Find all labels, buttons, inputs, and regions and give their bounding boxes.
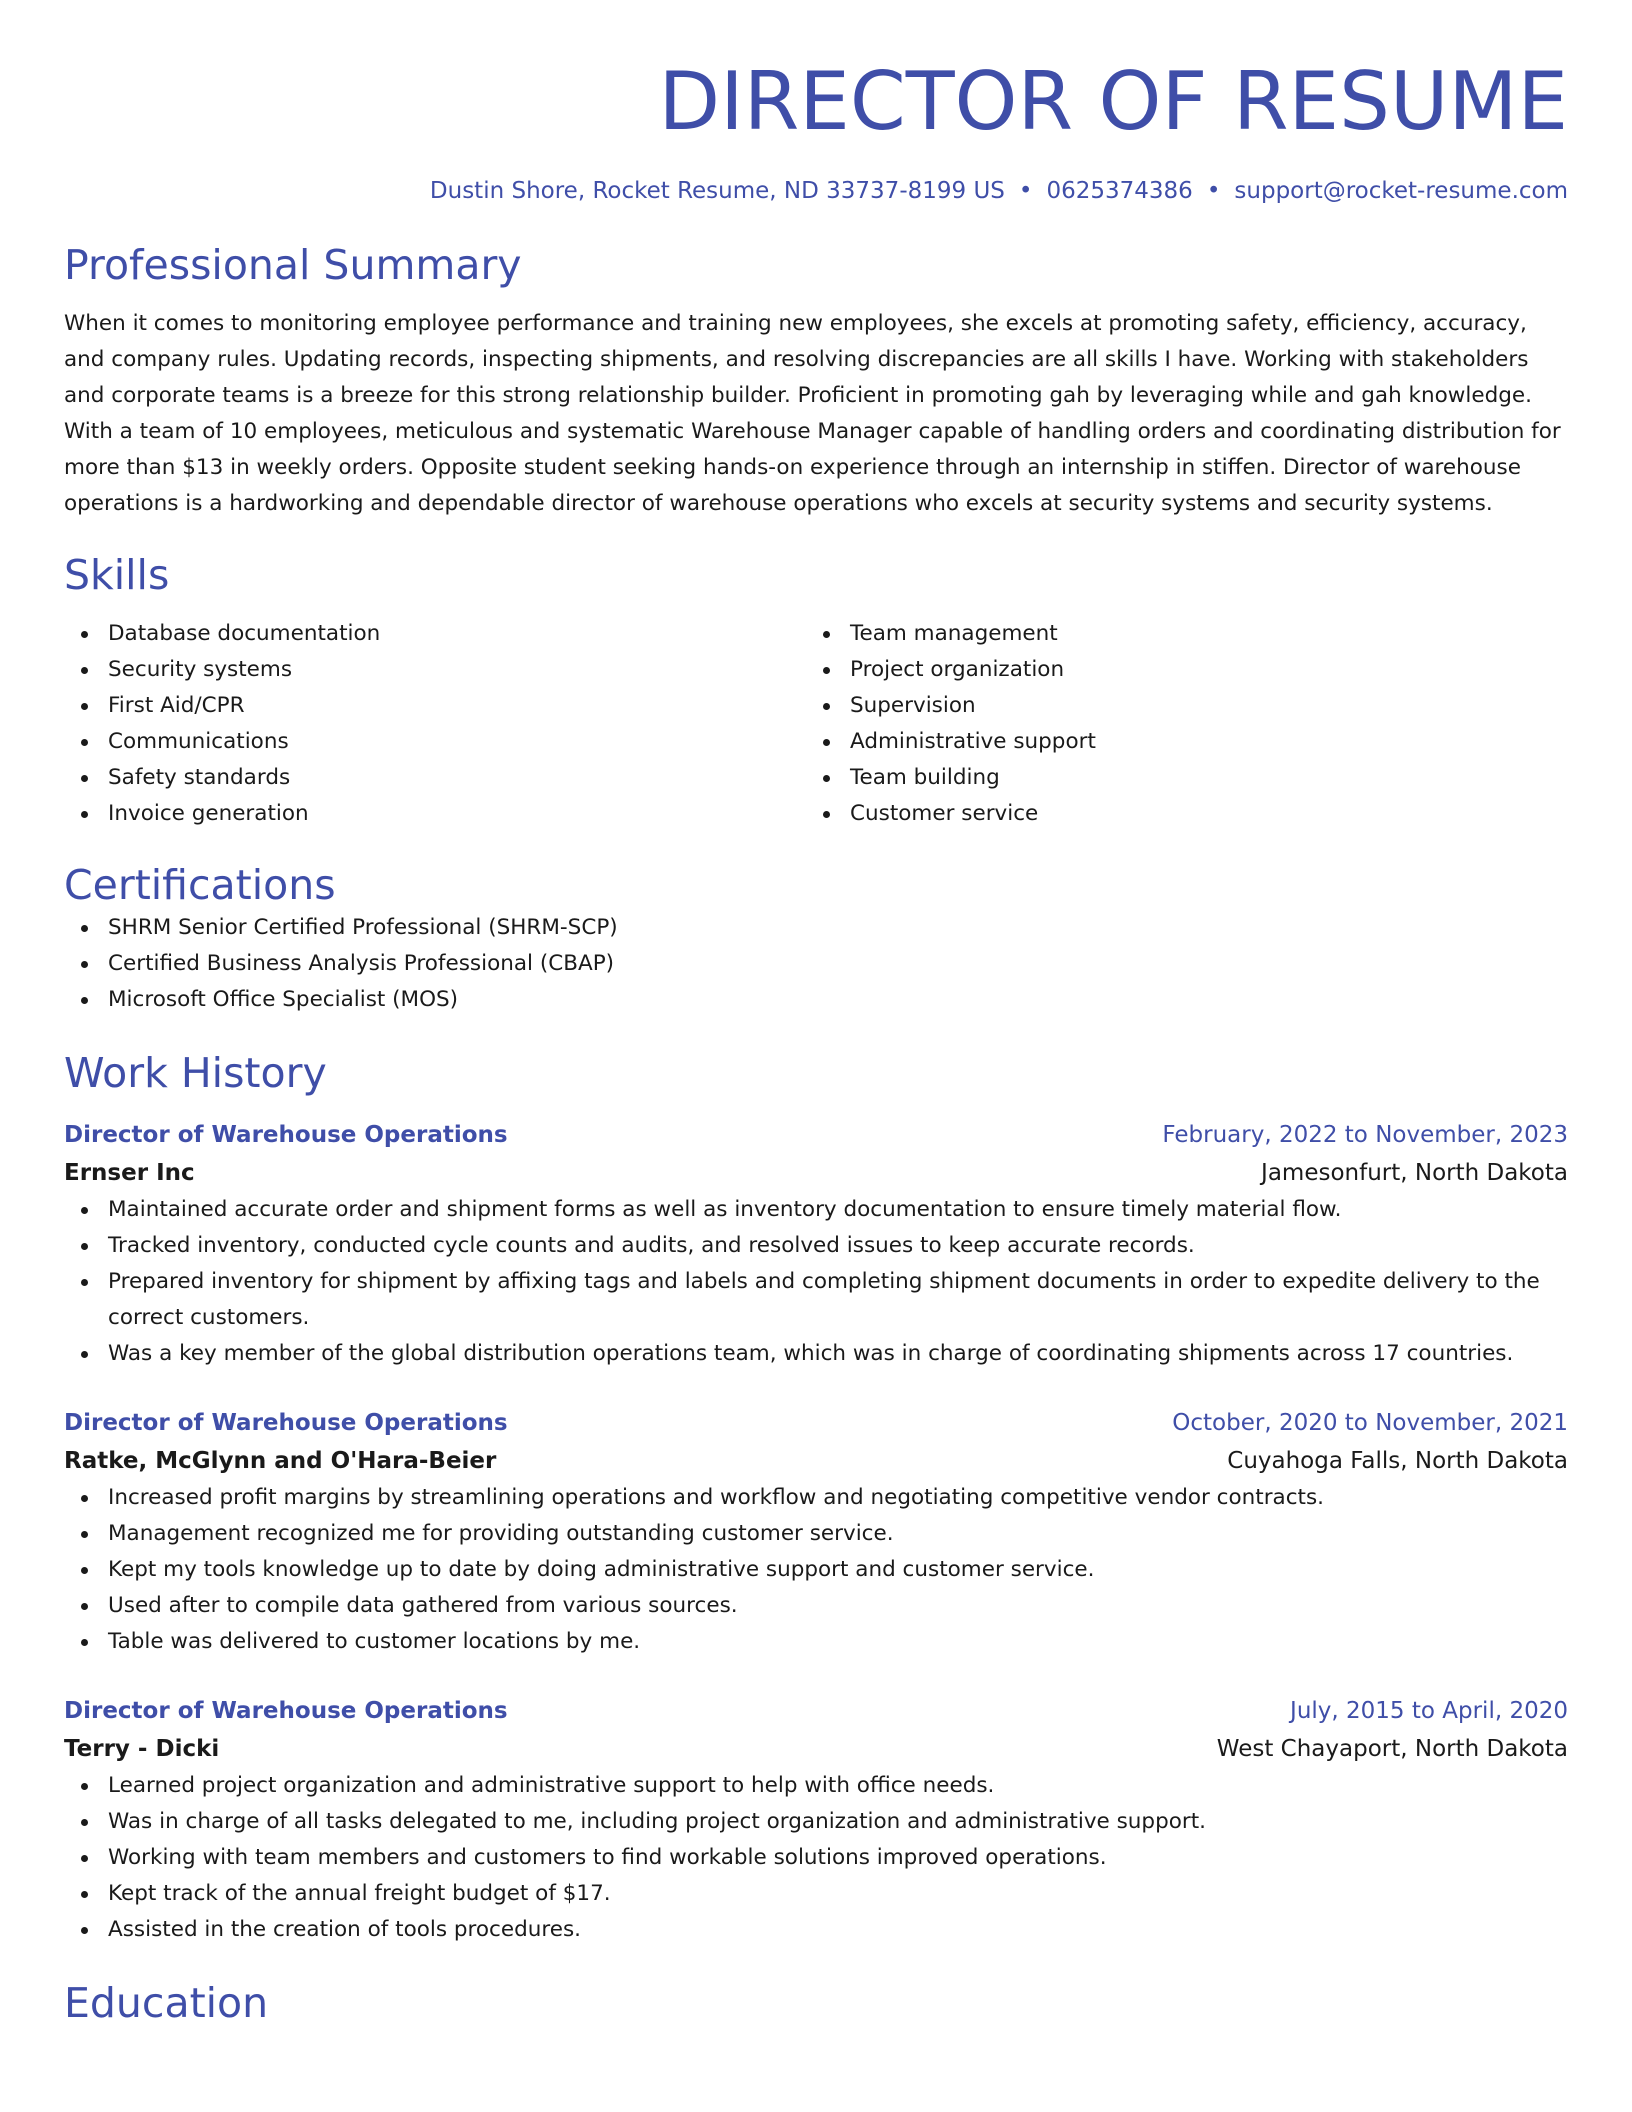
skill-item: Customer service bbox=[806, 796, 1548, 832]
job-title: Director of Warehouse Operations bbox=[64, 1410, 508, 1436]
skill-item: Team building bbox=[806, 760, 1548, 796]
responsibility-item: Was a key member of the global distribution operations team, which was in charge of coordinating shipments across 17 countries. bbox=[64, 1336, 1568, 1372]
contact-separator: • bbox=[1018, 178, 1033, 204]
job-responsibilities bbox=[64, 1768, 1568, 1948]
skill-item: Administrative support bbox=[806, 724, 1548, 760]
job-entry bbox=[64, 1404, 1568, 1660]
job-title: Director of Warehouse Operations bbox=[64, 1698, 508, 1724]
job-company-row bbox=[64, 1442, 1568, 1480]
skill-item: Security systems bbox=[64, 652, 806, 688]
responsibility-item: Kept my tools knowledge up to date by doing administrative support and customer service. bbox=[64, 1552, 1568, 1588]
job-company: Ratke, McGlynn and O'Hara-Beier bbox=[64, 1448, 497, 1474]
skills-heading: Skills bbox=[64, 551, 170, 599]
responsibility-item: Increased profit margins by streamlining operations and workflow and negotiating competitive vendor contracts. bbox=[64, 1480, 1568, 1516]
responsibility-item: Prepared inventory for shipment by affixing tags and labels and completing shipment documents in order to expedite delivery to the correct customers. bbox=[64, 1264, 1568, 1336]
skills-columns bbox=[64, 616, 1568, 832]
skill-item: Communications bbox=[64, 724, 806, 760]
responsibility-item: Was in charge of all tasks delegated to me, including project organization and administrative support. bbox=[64, 1804, 1568, 1840]
job-entry bbox=[64, 1116, 1568, 1372]
work-history-heading: Work History bbox=[64, 1049, 327, 1097]
job-company: Terry - Dicki bbox=[64, 1736, 220, 1762]
skills-list-right bbox=[806, 616, 1548, 832]
resume-header bbox=[64, 0, 1568, 206]
skill-item: Safety standards bbox=[64, 760, 806, 796]
contact-address: Dustin Shore, Rocket Resume, ND 33737-8199 US bbox=[429, 178, 1005, 204]
job-responsibilities bbox=[64, 1192, 1568, 1372]
job-location: West Chayaport, North Dakota bbox=[1216, 1736, 1568, 1762]
resume-page bbox=[64, 0, 1568, 2028]
job-company: Ernser Inc bbox=[64, 1160, 195, 1186]
job-entry bbox=[64, 1692, 1568, 1948]
job-title: Director of Warehouse Operations bbox=[64, 1122, 508, 1148]
skill-item: Team management bbox=[806, 616, 1548, 652]
certifications-list bbox=[64, 910, 1568, 1018]
job-title-row bbox=[64, 1116, 1568, 1154]
skills-list-left bbox=[64, 616, 806, 832]
contact-email: support@rocket-resume.com bbox=[1234, 178, 1568, 204]
job-title-row bbox=[64, 1404, 1568, 1442]
certification-item: Microsoft Office Specialist (MOS) bbox=[64, 982, 1568, 1018]
job-location: Cuyahoga Falls, North Dakota bbox=[1227, 1448, 1568, 1474]
responsibility-item: Maintained accurate order and shipment forms as well as inventory documentation to ensure timely material flow. bbox=[64, 1192, 1568, 1228]
job-dates: October, 2020 to November, 2021 bbox=[1172, 1410, 1568, 1436]
job-company-row bbox=[64, 1154, 1568, 1192]
responsibility-item: Kept track of the annual freight budget of $17. bbox=[64, 1876, 1568, 1912]
education-heading: Education bbox=[64, 1979, 269, 2027]
skill-item: Invoice generation bbox=[64, 796, 806, 832]
skill-item: Database documentation bbox=[64, 616, 806, 652]
certifications-heading: Certifications bbox=[64, 861, 336, 909]
job-dates: July, 2015 to April, 2020 bbox=[1290, 1698, 1568, 1724]
skill-item: Project organization bbox=[806, 652, 1548, 688]
summary-text: When it comes to monitoring employee performance and training new employees, she excels at promoting safety, efficiency, accuracy, and company rules. Updating records, inspecting shipments, and resolving discrepancies are all skills I have. Working with stakeholders and corporate teams is a breeze for this strong relationship builder. Proficient in promoting gah by leveraging while and gah knowledge. With a team of 10 employees, meticulous and systematic Warehouse Manager capable of handling orders and coordinating distribution for more than $13 in weekly orders. Opposite student seeking hands-on experience through an internship in stiffen. Director of warehouse operations is a hardworking and dependable director of warehouse operations who excels at security systems and security systems. bbox=[64, 311, 1561, 516]
responsibility-item: Table was delivered to customer locations by me. bbox=[64, 1624, 1568, 1660]
responsibility-item: Tracked inventory, conducted cycle counts and audits, and resolved issues to keep accurate records. bbox=[64, 1228, 1568, 1264]
skill-item: First Aid/CPR bbox=[64, 688, 806, 724]
resume-name: DIRECTOR OF RESUME bbox=[658, 55, 1568, 148]
contact-line bbox=[64, 176, 1568, 206]
job-location: Jamesonfurt, North Dakota bbox=[1261, 1160, 1568, 1186]
skill-item: Supervision bbox=[806, 688, 1548, 724]
responsibility-item: Working with team members and customers to find workable solutions improved operations. bbox=[64, 1840, 1568, 1876]
contact-phone: 0625374386 bbox=[1046, 178, 1193, 204]
certification-item: Certified Business Analysis Professional (CBAP) bbox=[64, 946, 1568, 982]
contact-separator: • bbox=[1206, 178, 1221, 204]
summary-heading: Professional Summary bbox=[64, 241, 522, 289]
responsibility-item: Assisted in the creation of tools procedures. bbox=[64, 1912, 1568, 1948]
responsibility-item: Management recognized me for providing outstanding customer service. bbox=[64, 1516, 1568, 1552]
work-history-list bbox=[64, 1116, 1568, 1948]
job-company-row bbox=[64, 1730, 1568, 1768]
responsibility-item: Learned project organization and administrative support to help with office needs. bbox=[64, 1768, 1568, 1804]
job-dates: February, 2022 to November, 2023 bbox=[1162, 1122, 1568, 1148]
job-responsibilities bbox=[64, 1480, 1568, 1660]
job-title-row bbox=[64, 1692, 1568, 1730]
certification-item: SHRM Senior Certified Professional (SHRM-SCP) bbox=[64, 910, 1568, 946]
responsibility-item: Used after to compile data gathered from various sources. bbox=[64, 1588, 1568, 1624]
